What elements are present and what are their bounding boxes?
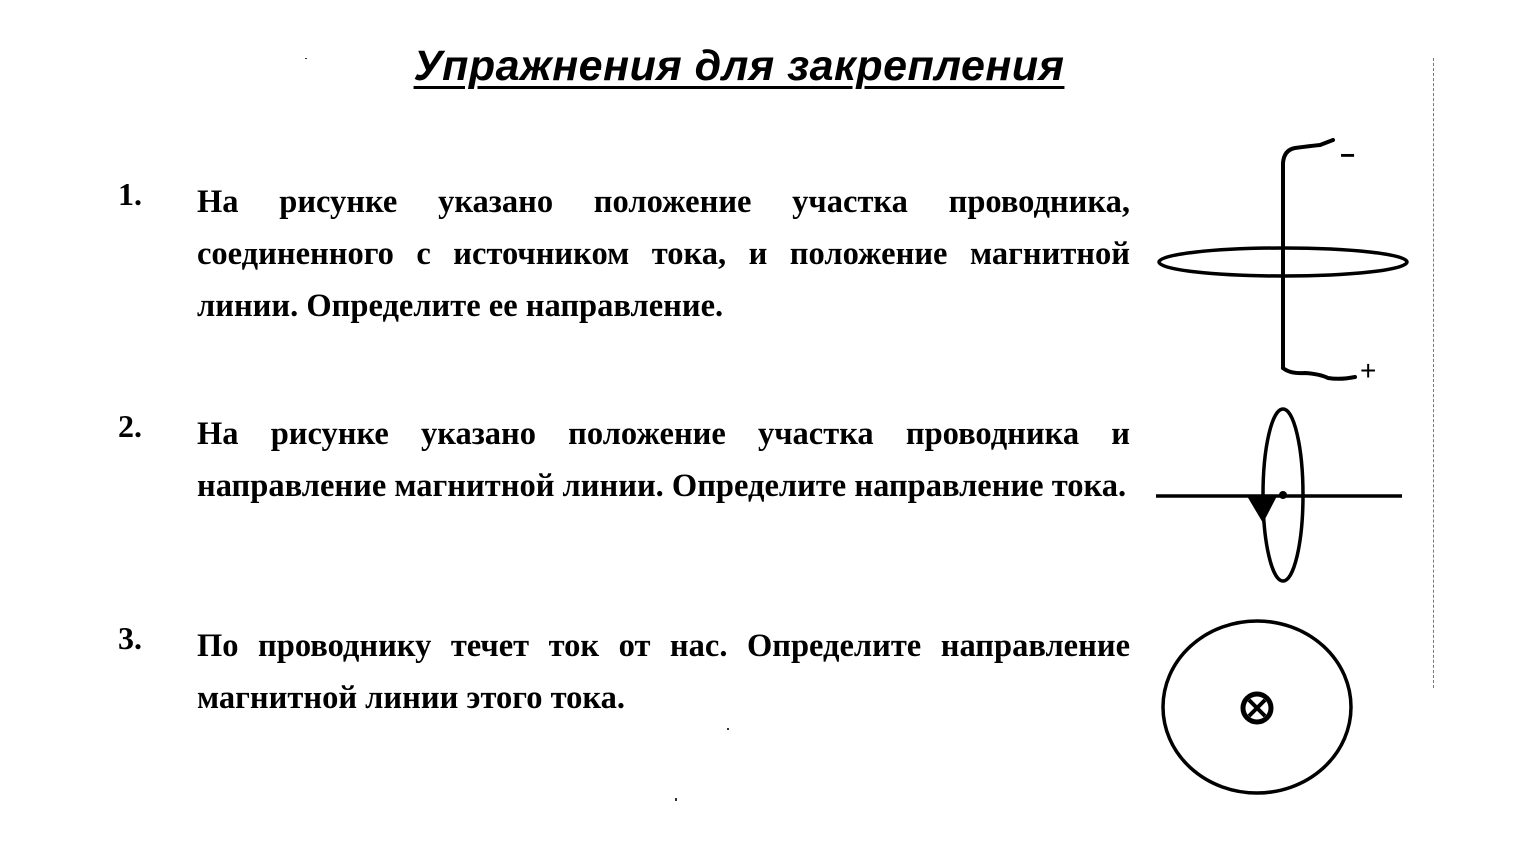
exercise-number: 1. <box>118 176 142 212</box>
figure-conductor-with-source <box>1150 128 1420 390</box>
minus-terminal-label: − <box>1340 140 1356 170</box>
scan-speck <box>305 58 307 59</box>
scan-speck <box>675 798 677 801</box>
conductor-dot <box>1279 491 1287 499</box>
direction-arrow-icon <box>1247 496 1277 523</box>
cross-in-circle-icon <box>1243 694 1271 722</box>
plus-terminal-label: + <box>1360 355 1377 386</box>
page-title: Упражнения для закрепления <box>413 42 1065 90</box>
figure-current-away <box>1155 612 1360 802</box>
exercise-text: На рисунке указано положение участка проводника и направление магнитной линии. Определите направление тока. <box>197 416 1130 504</box>
exercise-text: По проводнику течет ток от нас. Определите направление магнитной линии этого тока. <box>197 628 1130 716</box>
scan-speck <box>727 728 729 730</box>
conductor-wire <box>1283 140 1355 379</box>
exercise-number: 3. <box>118 620 142 656</box>
scan-edge-line <box>1433 58 1434 688</box>
figure-conductor-magnetic-line <box>1150 400 1410 590</box>
exercise-text: На рисунке указано положение участка проводника, соединенного с источником тока, и положение магнитной линии. Определите ее направление. <box>197 184 1130 324</box>
exercise-number: 2. <box>118 408 142 444</box>
